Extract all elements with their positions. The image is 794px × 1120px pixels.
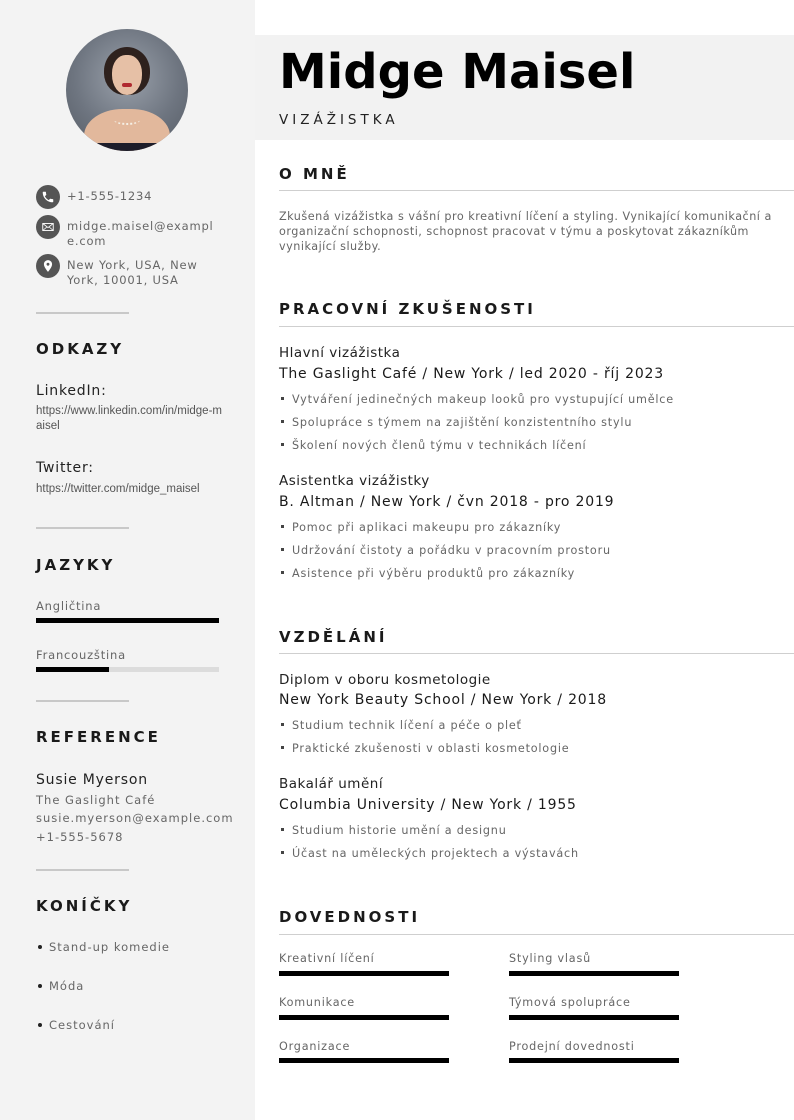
reference-phone: +1-555-5678 [36, 830, 124, 844]
skill-bar [509, 1015, 679, 1020]
contact-address [36, 254, 226, 288]
linkedin-link[interactable]: https://www.linkedin.com/in/midge-maisel [36, 405, 222, 432]
experience-subtitle: The Gaslight Café / New York / led 2020 - říj 2023 [279, 366, 664, 382]
skill-label: Kreativní líčení [279, 952, 375, 965]
phone-icon [36, 185, 60, 209]
language-french-label: Francouzština [36, 648, 126, 662]
skill-bar [279, 1058, 449, 1063]
about-heading: O MNĚ [279, 165, 350, 183]
education-bullet: Účast na uměleckých projektech a výstavách [279, 847, 579, 860]
person-name: Midge Maisel [279, 44, 636, 100]
experience-heading: PRACOVNÍ ZKUŠENOSTI [279, 300, 536, 318]
reference-name: Susie Myerson [36, 772, 148, 788]
phone-text: +1-555-1234 [67, 189, 153, 203]
bullet-icon [281, 443, 284, 446]
bullet-icon [281, 746, 284, 749]
divider [36, 527, 129, 529]
bullet-icon [281, 851, 284, 854]
experience-title: Asistentka vizážistky [279, 473, 430, 489]
bullet-icon [281, 420, 284, 423]
education-subtitle: Columbia University / New York / 1955 [279, 797, 577, 813]
bullet-icon [281, 548, 284, 551]
bullet-icon [38, 945, 42, 949]
experience-bullet: Vytváření jedinečných makeup looků pro vystupující umělce [279, 393, 674, 406]
hobby-item: Móda [36, 979, 84, 993]
experience-title: Hlavní vizážistka [279, 345, 401, 361]
bullet-icon [281, 828, 284, 831]
bullet-icon [281, 397, 284, 400]
job-title: VIZÁŽISTKA [279, 112, 399, 128]
contact-email [36, 215, 226, 249]
divider [36, 312, 129, 314]
skill-label: Komunikace [279, 996, 355, 1009]
address-text: New York, USA, New York, 10001, USA [67, 258, 198, 287]
experience-bullet: Asistence při výběru produktů pro zákazníky [279, 567, 575, 580]
skill-label: Prodejní dovednosti [509, 1040, 635, 1053]
linkedin-label: LinkedIn: [36, 383, 107, 399]
experience-bullet: Udržování čistoty a pořádku v pracovním prostoru [279, 544, 611, 557]
skill-label: Týmová spolupráce [509, 996, 631, 1009]
experience-bullet: Spolupráce s týmem na zajištění konzistentního stylu [279, 416, 632, 429]
experience-bullet: Pomoc při aplikaci makeupu pro zákazníky [279, 521, 561, 534]
references-heading: REFERENCE [36, 728, 161, 746]
location-pin-icon [36, 254, 60, 278]
hobby-item: Cestování [36, 1018, 115, 1032]
twitter-link[interactable]: https://twitter.com/midge_maisel [36, 483, 200, 495]
reference-email[interactable]: susie.myerson@example.com [36, 811, 234, 825]
section-rule [279, 190, 794, 191]
education-bullet: Studium technik líčení a péče o pleť [279, 719, 522, 732]
links-heading: ODKAZY [36, 340, 125, 358]
avatar [66, 29, 188, 151]
education-title: Bakalář umění [279, 776, 384, 792]
about-text: Zkušená vizážistka s vášní pro kreativní líčení a styling. Vynikající komunikační a organizační schopnosti, schopnost pracovat v týmu a poskytovat zákazníkům vynikající služby. [279, 210, 772, 253]
language-french-bar [36, 667, 219, 672]
bullet-icon [281, 525, 284, 528]
education-bullet: Praktické zkušenosti v oblasti kosmetologie [279, 742, 569, 755]
skills-heading: DOVEDNOSTI [279, 908, 421, 926]
section-rule [279, 934, 794, 935]
skill-bar [509, 1058, 679, 1063]
languages-heading: JAZYKY [36, 556, 116, 574]
education-bullet: Studium historie umění a designu [279, 824, 507, 837]
skill-label: Styling vlasů [509, 952, 591, 965]
sidebar [0, 0, 255, 1120]
reference-company: The Gaslight Café [36, 793, 156, 807]
hobbies-heading: KONÍČKY [36, 897, 133, 915]
language-english-label: Angličtina [36, 599, 102, 613]
experience-subtitle: B. Altman / New York / čvn 2018 - pro 2019 [279, 494, 615, 510]
education-heading: VZDĚLÁNÍ [279, 628, 388, 646]
email-icon [36, 215, 60, 239]
bullet-icon [281, 571, 284, 574]
divider [36, 869, 129, 871]
section-rule [279, 326, 794, 327]
hobby-item: Stand-up komedie [36, 940, 170, 954]
skill-bar [279, 1015, 449, 1020]
bullet-icon [281, 723, 284, 726]
divider [36, 700, 129, 702]
skill-bar [279, 971, 449, 976]
contact-phone [36, 185, 226, 209]
bullet-icon [38, 1023, 42, 1027]
skill-bar [509, 971, 679, 976]
bullet-icon [38, 984, 42, 988]
skill-label: Organizace [279, 1040, 351, 1053]
experience-bullet: Školení nových členů týmu v technikách líčení [279, 439, 586, 452]
twitter-label: Twitter: [36, 460, 94, 476]
section-rule [279, 653, 794, 654]
email-link[interactable]: midge.maisel@example.com [67, 219, 214, 248]
language-english-bar [36, 618, 219, 623]
education-subtitle: New York Beauty School / New York / 2018 [279, 692, 607, 708]
education-title: Diplom v oboru kosmetologie [279, 672, 491, 688]
